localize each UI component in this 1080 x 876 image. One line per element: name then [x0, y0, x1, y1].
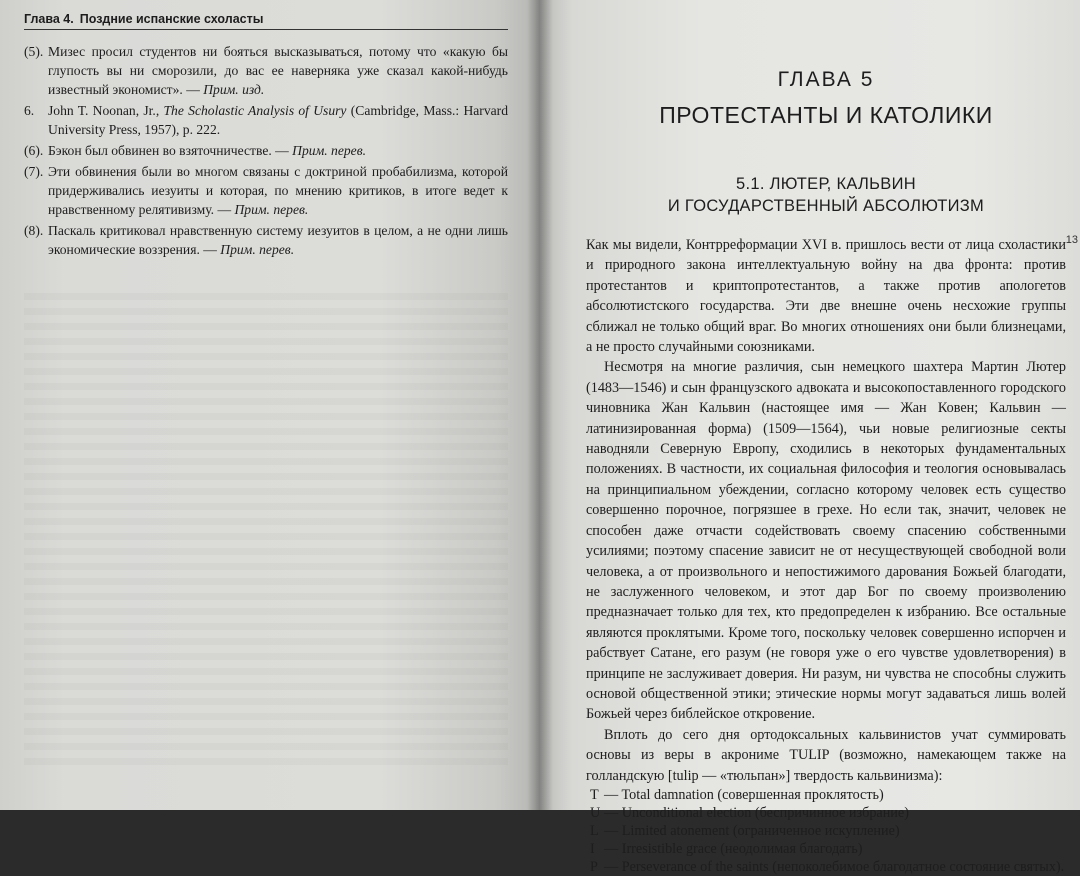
tulip-text: — Total damnation (совершенная проклятость)	[604, 786, 884, 803]
section-title-line: И ГОСУДАРСТВЕННЫЙ АБСОЛЮТИЗМ	[667, 197, 985, 215]
tulip-item	[586, 804, 1066, 822]
tulip-letter: U	[590, 804, 601, 821]
note-number: 6.	[24, 103, 35, 118]
note-item	[24, 141, 508, 160]
note-number: (6).	[24, 143, 44, 158]
note-number: (8).	[24, 223, 44, 238]
left-page	[0, 0, 540, 810]
tulip-item	[586, 822, 1066, 840]
tulip-text: — Unconditional election (беспричинное избрание)	[604, 804, 909, 821]
note-item	[24, 162, 508, 219]
note-text: Паскаль критиковал нравственную систему иезуитов в целом, а не одни лишь экономические воззрения. — Прим. перев.	[48, 223, 508, 257]
note-number: (7).	[24, 164, 44, 179]
body-text	[586, 235, 1066, 786]
right-page	[540, 0, 1080, 875]
note-item	[24, 221, 508, 259]
tulip-item	[586, 786, 1066, 804]
margin-page-mark: 13	[1065, 234, 1078, 246]
note-text: John T. Noonan, Jr., The Scholastic Analysis of Usury (Cambridge, Mass.: Harvard University Press, 1957), p. 222.	[48, 103, 508, 137]
book-gutter	[527, 0, 553, 810]
tulip-letter: L	[590, 822, 599, 839]
note-text: Бэкон был обвинен во взяточничестве. — Прим. перев.	[48, 143, 366, 158]
tulip-item	[586, 858, 1066, 876]
paragraph: Несмотря на многие различия, сын немецкого шахтера Мартин Лютер (1483—1546) и сын французского адвоката и высокопоставленного городского чиновника Жан Кальвин (настоящее имя — Жан Ковен; Кальвин — латинизированная форма) (1509—1564), чьи новые религиозные секты наводняли Северную Европу, сходились в некоторых фундаментальных положениях. В частности, их социальная философия и теология основывалась на принципиальном убеждении, согласно которому человек есть существо совершенно порочное, погрязшее в грехе. Но если так, значит, человек не способен даже отчасти содействовать своему спасению собственными усилиями; поэтому спасение зависит не от несуществующей свободной воли человека, а от произвольного и непостижимого дарования Божьей благодати, не заслуженного человеком, и этот дар Бог по своему произволению предназначает только для тех, кто предопределен к избранию. Все остальные являются проклятыми. Кроме того, поскольку человек совершенно испорчен и рабствует Сатане, его разум (не говоря уже о его чувстве удовлетворения) в принципе не заслуживает доверия. Ни разум, ни чувства не способны служить основой общественной этики; этические нормы могут задаваться лишь волей Божьей через библейское откровение.	[586, 359, 1066, 723]
tulip-list	[586, 786, 1066, 876]
section-title-line: 5.1. ЛЮТЕР, КАЛЬВИН	[736, 175, 916, 193]
tulip-text: — Perseverance of the saints (непоколебимое благодатное состояние святых).	[604, 858, 1065, 875]
endnotes	[24, 42, 508, 259]
tulip-letter: I	[590, 840, 595, 857]
chapter-title: ПРОТЕСТАНТЫ И КАТОЛИКИ	[659, 102, 993, 128]
tulip-text: — Limited atonement (ограниченное искупление)	[604, 822, 900, 839]
note-number: (5).	[24, 44, 44, 59]
section-title	[586, 173, 1066, 217]
note-item	[24, 101, 508, 139]
show-through-text	[24, 293, 508, 773]
tulip-letter: T	[590, 786, 599, 803]
running-head-title: Поздние испанские схоласты	[79, 12, 264, 26]
note-text: Мизес просил студентов ни бояться высказываться, потому что «какую бы глупость вы ни сморозили, до вас ее наверняка уже сказал какой-нибудь известный экономист». — Прим. изд.	[48, 44, 508, 97]
tulip-text: — Irresistible grace (неодолимая благодать)	[604, 840, 863, 857]
paragraph: Вплоть до сего дня ортодоксальных кальвинистов учат суммировать основы из веры в акрониме TULIP (возможно, намекающем также на голландскую [tulip — «тюльпан»] твердость кальвинизма):	[586, 726, 1066, 784]
note-item	[24, 42, 508, 99]
running-head-chapter: Глава 4.	[24, 12, 74, 26]
chapter-label: ГЛАВА 5	[777, 68, 875, 91]
tulip-item	[586, 840, 1066, 858]
paragraph: Как мы видели, Контрреформации XVI в. пришлось вести от лица схоластики и природного закона интеллектуальную войну на два фронта: против протестантов и криптопротестантов, а также против апологетов абсолютистского государства. Эти две внешне очень несхожие группы сближал не только общий враг. Во многих отношениях они были близнецами, а не просто случайными союзниками.	[586, 237, 1066, 356]
note-text: Эти обвинения были во многом связаны с доктриной пробабилизма, которой придерживались иезуиты и которая, по мнению критиков, в итоге ведет к нравственному релятивизму. — Прим. перев.	[48, 164, 508, 217]
tulip-letter: P	[590, 858, 598, 875]
running-head	[24, 4, 508, 30]
